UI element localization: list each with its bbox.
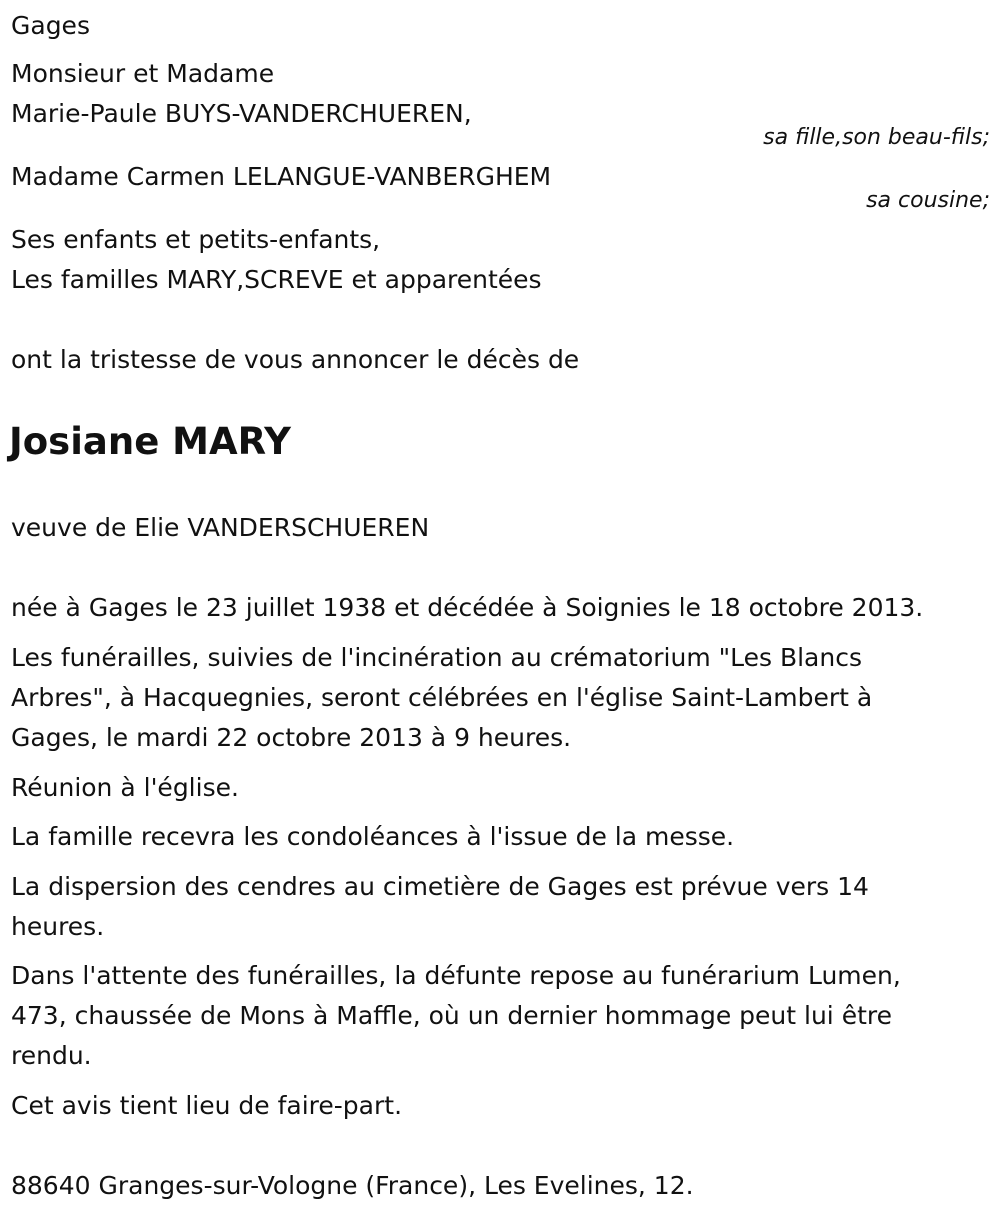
rest-line-1: Dans l'attente des funérailles, la défunte repose au funérarium Lumen, [11, 961, 901, 990]
family-line-5: Les familles MARY,SCREVE et apparentées [11, 265, 542, 294]
address-text: 88640 Granges-sur-Vologne (France), Les Evelines, 12. [11, 1171, 694, 1200]
birth-death-text: née à Gages le 23 juillet 1938 et décédée à Soignies le 18 octobre 2013. [11, 593, 924, 622]
family-line-2: Marie-Paule BUYS-VANDERCHUEREN, [11, 99, 472, 128]
family-line-4: Ses enfants et petits-enfants, [11, 225, 381, 254]
funeral-line-2: Arbres", à Hacquegnies, seront célébrées en l'église Saint-Lambert à [11, 683, 873, 712]
dispersion-line-2: heures. [11, 912, 105, 941]
family-line-3: Madame Carmen LELANGUE-VANBERGHEM [11, 162, 552, 191]
condolences-text: La famille recevra les condoléances à l'issue de la messe. [11, 822, 735, 851]
rest-line-2: 473, chaussée de Mons à Maffle, où un dernier hommage peut lui être [11, 1001, 892, 1030]
rest-line-3: rendu. [11, 1041, 92, 1070]
relation-cousin: sa cousine; [866, 188, 990, 213]
place-heading: Gages [11, 11, 90, 40]
funeral-line-3: Gages, le mardi 22 octobre 2013 à 9 heures. [11, 723, 572, 752]
deceased-name: Josiane MARY [9, 420, 291, 463]
family-line-1: Monsieur et Madame [11, 59, 275, 88]
notice-text: Cet avis tient lieu de faire-part. [11, 1091, 403, 1120]
announcement-text: ont la tristesse de vous annoncer le décès de [11, 345, 580, 374]
reunion-text: Réunion à l'église. [11, 773, 239, 802]
relation-daughter: sa fille,son beau-fils; [763, 125, 990, 150]
dispersion-line-1: La dispersion des cendres au cimetière de Gages est prévue vers 14 [11, 872, 869, 901]
funeral-line-1: Les funérailles, suivies de l'incinération au crématorium "Les Blancs [11, 643, 862, 672]
widow-of-text: veuve de Elie VANDERSCHUEREN [11, 513, 430, 542]
